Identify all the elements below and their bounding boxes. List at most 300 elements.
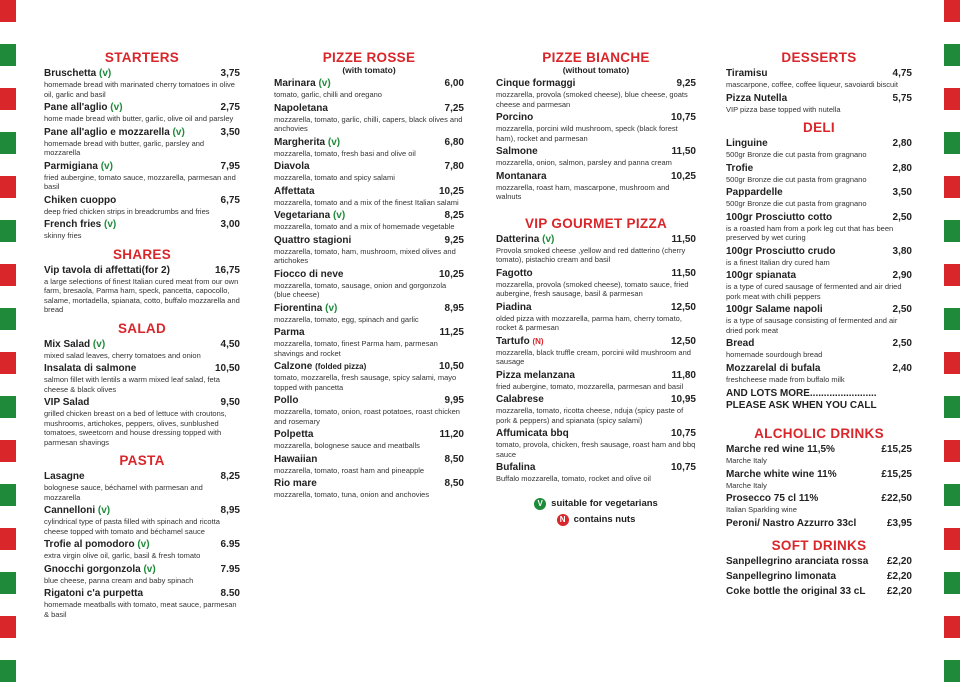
menu-item-price: 6,75: [220, 194, 240, 206]
menu-item-price: 8,50: [444, 478, 464, 489]
menu-item-row: [496, 428, 696, 440]
menu-item-row: [274, 478, 464, 490]
menu-item-name-group: [44, 539, 150, 551]
starters-list: [44, 68, 240, 241]
menu-item-row: [274, 235, 464, 247]
menu-item: [496, 234, 696, 265]
menu-item-price: 2,40: [892, 362, 912, 374]
menu-item-row: [726, 493, 912, 505]
menu-item-row: [496, 112, 696, 124]
menu-item-name: Marche red wine 11,5%: [726, 444, 835, 455]
menu-item-row: [44, 161, 240, 173]
menu-item: [726, 246, 912, 268]
menu-item-description: mozzarella, tomato, onion, roast potatoes, roast chicken and rosemary: [274, 407, 460, 426]
vegetarian-tag: (v): [325, 302, 338, 314]
vegetarian-tag: (v): [100, 160, 113, 172]
menu-item-row: [496, 336, 696, 348]
left-border-stripe: [0, 0, 16, 694]
menu-item-row: [44, 68, 240, 80]
stripe-segment: [944, 682, 960, 694]
vip-gourmet-heading: VIP GOURMET PIZZA: [524, 215, 668, 231]
menu-item-name: Piadina: [496, 301, 532, 313]
menu-item-row: [726, 138, 912, 150]
stripe-segment: [944, 330, 960, 352]
menu-item: [274, 103, 464, 134]
menu-item-row: [274, 103, 464, 115]
menu-item-row: [44, 339, 240, 351]
menu-item-name-group: [44, 195, 116, 207]
menu-item: [44, 127, 240, 158]
deli-note-call: PLEASE ASK WHEN YOU CALL: [726, 400, 877, 411]
menu-item: [496, 394, 696, 425]
menu-item-name-group: [496, 370, 575, 382]
menu-item-description: homemade bread with butter, garlic, parsley and mozzarella: [44, 138, 205, 157]
menu-item-name-group: [496, 428, 569, 440]
menu-item-name: Parma: [274, 327, 305, 338]
menu-item-description: freshcheese made from buffalo milk: [726, 374, 845, 384]
menu-item-description: grilled chicken breast on a bed of lettuce with croutons, mushrooms, artichokes, peppers, olives, sunblushed tomatoes, sweetcorn and house dressing topped with parmesan shavings: [44, 409, 227, 447]
deli-note: [726, 388, 912, 412]
menu-item: [44, 397, 240, 447]
menu-item-name: Pizza Nutella: [726, 92, 788, 104]
menu-item-row: [274, 429, 464, 441]
menu-item-name-group: [274, 103, 328, 115]
stripe-segment: [0, 286, 16, 308]
menu-item-row: [496, 268, 696, 280]
menu-item-price: 10,25: [438, 185, 464, 197]
vegetarian-icon: V: [534, 498, 546, 510]
menu-item: [496, 370, 696, 392]
stripe-segment: [944, 638, 960, 660]
menu-item-name: Fagotto: [496, 267, 533, 279]
menu-item-description: Buffalo mozzarella, tomato, rocket and olive oil: [496, 474, 651, 483]
menu-item-name-group: [726, 556, 868, 568]
stripe-segment: [944, 110, 960, 132]
menu-item-name-group: [274, 78, 331, 90]
menu-item-description: mozzarella, tomato, roast ham and pineapple: [274, 465, 425, 475]
menu-item: [726, 518, 912, 530]
stripe-segment: [0, 616, 16, 638]
menu-item: [274, 161, 464, 183]
menu-item-row: [726, 163, 912, 175]
menu-item: [44, 161, 240, 192]
menu-item-name-group: [44, 588, 143, 600]
nuts-icon: N: [557, 514, 569, 526]
menu-item-description: Marche Italy: [726, 456, 767, 465]
menu-item-name-group: [274, 395, 298, 407]
menu-item-price: 9,25: [676, 78, 696, 89]
menu-item-row: [44, 471, 240, 483]
menu-item-name: Pane all'aglio: [44, 102, 108, 113]
starters-heading: STARTERS: [104, 50, 180, 65]
stripe-segment: [944, 88, 960, 110]
menu-item-description: mozzarella, tomato, ham, mushroom, mixed olives and artichokes: [274, 246, 456, 265]
menu-item: [44, 539, 240, 561]
stripe-segment: [944, 0, 960, 22]
menu-item-description: homemade bread with marinated cherry tomatoes in olive oil, garlic and basil: [44, 80, 235, 99]
menu-item-row: [726, 212, 912, 224]
menu-item-row: [44, 397, 240, 409]
menu-item-name-group: [274, 235, 351, 247]
stripe-segment: [944, 154, 960, 176]
menu-item-name-group: [726, 187, 783, 199]
menu-item: [274, 327, 464, 358]
stripe-segment: [0, 550, 16, 572]
menu-item: [274, 269, 464, 300]
menu-item-price: 11,50: [671, 233, 696, 245]
menu-item-name: Calabrese: [496, 394, 544, 405]
stripe-segment: [944, 374, 960, 396]
menu-item: [726, 444, 912, 466]
menu-item-description: homemade meatballs with tomato, meat sauce, parmesan & basil: [44, 600, 237, 619]
menu-item-name: Trofie: [726, 162, 754, 174]
menu-item-name: Pollo: [274, 395, 299, 406]
menu-item-name-group: [44, 102, 123, 114]
menu-item-price: 11,25: [439, 327, 464, 338]
menu-item-row: [274, 137, 464, 149]
veg-legend-text: suitable for vegetarians: [551, 497, 658, 509]
soft-drinks-list: [726, 556, 912, 598]
menu-item: [726, 363, 912, 385]
menu-item-price: 8,25: [220, 471, 240, 482]
menu-item-row: [726, 187, 912, 199]
veg-legend: [496, 496, 696, 512]
stripe-segment: [0, 242, 16, 264]
menu-item-price: 2,80: [892, 162, 912, 174]
menu-item-row: [44, 588, 240, 600]
menu-item-row: [274, 303, 464, 315]
soft-drinks-heading: SOFT DRINKS: [771, 537, 867, 553]
stripe-segment: [944, 44, 960, 66]
menu-item-row: [496, 302, 696, 314]
vegetarian-tag: (v): [99, 68, 112, 79]
menu-item-row: [44, 564, 240, 576]
deli-note-more: AND LOTS MORE........................: [726, 388, 877, 399]
menu-item-name-group: [44, 265, 170, 277]
menu-item-name: 100gr Prosciutto crudo: [726, 245, 836, 257]
menu-item-name: Peroni/ Nastro Azzurro 33cl: [726, 517, 857, 529]
vegetarian-tag: (v): [137, 539, 150, 550]
menu-item-price: 7,95: [220, 160, 240, 172]
menu-item-name-group: [726, 586, 865, 598]
menu-item-description: mozzarella, tomato, egg, spinach and garlic: [274, 314, 419, 324]
menu-item-name: 100gr Salame napoli: [726, 304, 823, 315]
menu-item-description: cylindrical type of pasta filled with spinach and ricotta cheese topped with tomato and béchamel sauce: [44, 517, 220, 536]
menu-item-description: bolognese sauce, béchamel with parmesan and mozzarella: [44, 483, 203, 502]
menu-item-price: 6,00: [444, 78, 464, 89]
menu-item-price: £3,95: [886, 517, 912, 529]
menu-item-price: 2,50: [892, 338, 912, 349]
stripe-segment: [0, 638, 16, 660]
menu-item-name-group: [496, 146, 538, 158]
menu-item: [726, 469, 912, 491]
menu-item-name-group: [496, 112, 533, 124]
menu-item: [496, 336, 696, 367]
menu-item-row: [726, 93, 912, 105]
pizze-bianche-subtitle: (without tomato): [562, 65, 630, 75]
menu-item-price: 2,50: [892, 211, 912, 223]
stripe-segment: [0, 506, 16, 528]
vegetarian-tag: (v): [327, 136, 341, 148]
vegetarian-tag: (v): [104, 219, 117, 230]
menu-item-price: 10,95: [670, 394, 696, 405]
menu-item: [44, 588, 240, 619]
stripe-segment: [0, 308, 16, 330]
stripe-segment: [0, 682, 16, 694]
menu-item-description: mozzarella, tomato, sausage, onion and gorgonzola (blue cheese): [274, 280, 447, 299]
menu-item-name: Fiorentina: [274, 302, 323, 314]
menu-item-description: mascarpone, coffee, coffee liqueur, savoiardi biscuit: [726, 80, 898, 89]
salad-list: [44, 339, 240, 448]
menu-item-description: mozzarella, porcini wild mushroom, speck (black forest ham), rocket and parmesan: [496, 124, 678, 143]
menu-item-description: is a finest Italian dry cured ham: [726, 257, 830, 267]
menu-item-row: [274, 269, 464, 281]
pasta-heading: PASTA: [119, 453, 165, 468]
menu-item: [726, 556, 912, 568]
menu-item-description: is a type of cured sausage of fermented and air dried pork meat with chilli peppers: [726, 282, 902, 301]
menu-item: [496, 171, 696, 202]
menu-item-description: 500gr Bronze die cut pasta from gragnano: [726, 174, 867, 184]
menu-item-price: 3,75: [220, 68, 240, 79]
menu-item: [726, 493, 912, 515]
menu-item-price: 9,25: [444, 234, 464, 246]
menu-item: [726, 163, 912, 185]
menu-item-price: 8.50: [220, 588, 240, 599]
menu-item-row: [726, 270, 912, 282]
column-4: [726, 44, 912, 598]
menu-item-row: [44, 102, 240, 114]
menu-item-name-group: [496, 302, 532, 314]
menu-item-name-group: [726, 571, 836, 583]
vegetarian-tag: (v): [92, 338, 106, 350]
stripe-segment: [944, 572, 960, 594]
menu-item-row: [726, 304, 912, 316]
menu-item-name: Salmone: [496, 146, 538, 157]
desserts-list: [726, 68, 912, 114]
menu-item-row: [44, 539, 240, 551]
menu-item-description: tomato, mozzarella, fresh sausage, spicy salami, mayo topped with pancetta: [274, 373, 457, 392]
menu-item-price: 11,80: [671, 369, 696, 381]
menu-item-price: 12,50: [670, 335, 696, 347]
menu-item-price: 5,75: [892, 92, 912, 104]
menu-item-description: salmon fillet with lentils a warm mixed leaf salad, feta cheese & black olives: [44, 375, 220, 394]
menu-item-description: Italian Sparkling wine: [726, 505, 797, 514]
deli-list: [726, 138, 912, 384]
menu-item-name: Tartufo: [496, 335, 530, 347]
menu-item-description: a large selections of finest Italian cured meat from our own farm, bresaola, Parma ham, speck, pancetta, capocollo, salame, mortadella, spianata, cotto, buffalo mozzarella and bread: [44, 276, 240, 314]
menu-item-price: 2,90: [892, 270, 912, 281]
menu-item-name-group: [726, 493, 818, 505]
menu-item-price: 16,75: [214, 264, 240, 276]
menu-item-name: Chiken cuoppo: [44, 194, 117, 206]
menu-item: [274, 454, 464, 476]
menu-item-name-group: [274, 429, 313, 441]
menu-item-name-group: [726, 338, 754, 350]
right-border-stripe: [944, 0, 960, 694]
menu-item: [726, 93, 912, 115]
menu-item-price: £22,50: [881, 493, 912, 504]
menu-item-row: [726, 586, 912, 598]
menu-item-name: Quattro stagioni: [274, 234, 352, 246]
menu-item: [44, 68, 240, 99]
menu-item: [274, 429, 464, 451]
menu-item-name-group: [496, 462, 535, 474]
menu-item-name: Coke bottle the original 33 cL: [726, 585, 866, 597]
stripe-segment: [0, 66, 16, 88]
stripe-segment: [944, 66, 960, 88]
menu-item-price: 2,75: [220, 102, 240, 113]
menu-item-price: 7,25: [444, 102, 464, 114]
menu-item-name-group: [274, 186, 315, 198]
pizze-rosse-list: [274, 78, 464, 500]
shares-list: [44, 265, 240, 315]
stripe-segment: [0, 484, 16, 506]
menu-item-name: Affettata: [274, 185, 315, 197]
menu-item: [496, 268, 696, 299]
menu-item-description: is a type of sausage consisting of fermented and air dried pork meat: [726, 316, 898, 335]
menu-item-price: 9,95: [444, 395, 464, 406]
menu-item-description: mozzarella, provola (smoked cheese), tomato sauce, fried aubergine, fresh sausage, basil & parmesan: [496, 279, 689, 298]
stripe-segment: [0, 352, 16, 374]
menu-item-name-group: [726, 270, 796, 282]
menu-item-description: 500gr Bronze die cut pasta from gragnano: [726, 150, 867, 159]
menu-item-row: [496, 462, 696, 474]
menu-item-name-group: [44, 161, 113, 173]
menu-item-price: 11,50: [671, 267, 696, 279]
stripe-segment: [0, 330, 16, 352]
menu-item-row: [726, 444, 912, 456]
menu-item-name-group: [496, 336, 544, 348]
menu-item-description: 500gr Bronze die cut pasta from gragnano: [726, 199, 867, 208]
menu-item: [726, 304, 912, 335]
menu-item-name: Gnocchi gorgonzola: [44, 563, 141, 575]
menu-item-name: Linguine: [726, 138, 768, 149]
menu-item-row: [274, 327, 464, 339]
stripe-segment: [944, 264, 960, 286]
menu-item-description: mozzarella, tomato and a mix of homemade vegetable: [274, 222, 455, 231]
stripe-segment: [0, 154, 16, 176]
shares-heading: SHARES: [112, 246, 172, 262]
menu-item-name: 100gr spianata: [726, 270, 797, 281]
pizze-bianche-list: [496, 78, 696, 202]
menu-item-tag: (folded pizza): [315, 362, 367, 371]
menu-item: [274, 235, 464, 266]
menu-item-name-group: [726, 363, 820, 375]
menu-item-price: 10,50: [438, 361, 464, 372]
menu-item-name: Polpetta: [274, 429, 314, 440]
stripe-segment: [0, 22, 16, 44]
menu-item-description: mozzarella, tomato, tuna, onion and anchovies: [274, 490, 430, 499]
menu-item-name: Pizza melanzana: [496, 369, 575, 381]
menu-item-row: [274, 361, 464, 373]
menu-item: [274, 303, 464, 325]
menu-item-row: [44, 127, 240, 139]
vip-gourmet-list: [496, 234, 696, 484]
menu-item-name-group: [44, 471, 85, 483]
stripe-segment: [0, 176, 16, 198]
menu-item: [496, 78, 696, 109]
menu-item-description: mozzarella, black truffle cream, porcini wild mushroom and sausage: [496, 347, 691, 366]
menu-item-name-group: [726, 68, 768, 80]
menu-item: [726, 571, 912, 583]
menu-item-name-group: [726, 163, 753, 175]
menu-item-description: fried aubergine, tomato, mozzarella, parmesan and basil: [496, 381, 684, 391]
dietary-legend: [496, 496, 696, 528]
menu-item-name: Sanpellegrino limonata: [726, 570, 837, 582]
menu-item-name: Tiramisu: [726, 68, 768, 79]
vegetarian-tag: (v): [97, 505, 111, 516]
menu-item-name-group: [496, 268, 533, 280]
vegetarian-tag: (v): [172, 126, 185, 138]
stripe-segment: [944, 132, 960, 154]
stripe-segment: [0, 264, 16, 286]
menu-item: [274, 478, 464, 500]
menu-item-price: 11,20: [439, 429, 464, 440]
menu-item-price: 4,50: [220, 338, 240, 350]
menu-item-description: Provola smoked cheese ,yellow and red datterino (cherry tomato), pistachio cream and basil: [496, 245, 686, 264]
menu-item-price: 4,75: [892, 68, 912, 79]
menu-item-description: olded pizza with mozzarella, parma ham, cherry tomato, rocket & parmesan: [496, 313, 682, 332]
stripe-segment: [0, 418, 16, 440]
menu-item-price: 7,80: [444, 161, 464, 172]
menu-item: [496, 112, 696, 143]
menu-item-row: [44, 363, 240, 375]
menu-item-name-group: [726, 444, 835, 456]
menu-item: [274, 395, 464, 426]
stripe-segment: [0, 594, 16, 616]
stripe-segment: [0, 220, 16, 242]
menu-item-description: mozzarella, tomato, fresh basi and olive oil: [274, 148, 416, 158]
menu-item-description: mozzarella, provola (smoked cheese), blue cheese, goats cheese and parmesan: [496, 90, 688, 109]
menu-item-row: [496, 370, 696, 382]
menu-item: [726, 212, 912, 243]
menu-item-name-group: [726, 212, 832, 224]
vegetarian-tag: (v): [318, 78, 331, 89]
menu-item-price: 3,50: [892, 187, 912, 198]
stripe-segment: [944, 528, 960, 550]
stripe-segment: [0, 88, 16, 110]
menu-item-description: extra virgin olive oil, garlic, basil & fresh tomato: [44, 551, 201, 560]
menu-item-name: Montanara: [496, 170, 547, 182]
menu-item-description: Marche Italy: [726, 480, 767, 490]
stripe-segment: [0, 572, 16, 594]
stripe-segment: [944, 462, 960, 484]
menu-item-row: [274, 454, 464, 466]
menu-item: [496, 302, 696, 333]
menu-item: [726, 586, 912, 598]
menu-item-price: 10,25: [670, 170, 696, 182]
menu-item: [274, 361, 464, 392]
menu-item-name: Bufalina: [496, 462, 536, 473]
menu-item: [274, 78, 464, 100]
menu-item-name-group: [44, 68, 111, 80]
menu-item-row: [726, 246, 912, 258]
menu-item-name: Lasagne: [44, 471, 85, 482]
menu-item-description: homemade sourdough bread: [726, 350, 823, 359]
menu-item: [726, 187, 912, 209]
menu-item-row: [726, 518, 912, 530]
menu-item-name-group: [726, 246, 835, 258]
stripe-segment: [0, 440, 16, 462]
menu-item: [274, 186, 464, 208]
menu-item-row: [44, 195, 240, 207]
menu-item-description: home made bread with butter, garlic, olive oil and parsley: [44, 114, 234, 123]
menu-item-row: [496, 394, 696, 406]
stripe-segment: [0, 0, 16, 22]
menu-item-price: 2,80: [892, 138, 912, 149]
menu-item: [44, 471, 240, 502]
menu-item-row: [496, 78, 696, 90]
